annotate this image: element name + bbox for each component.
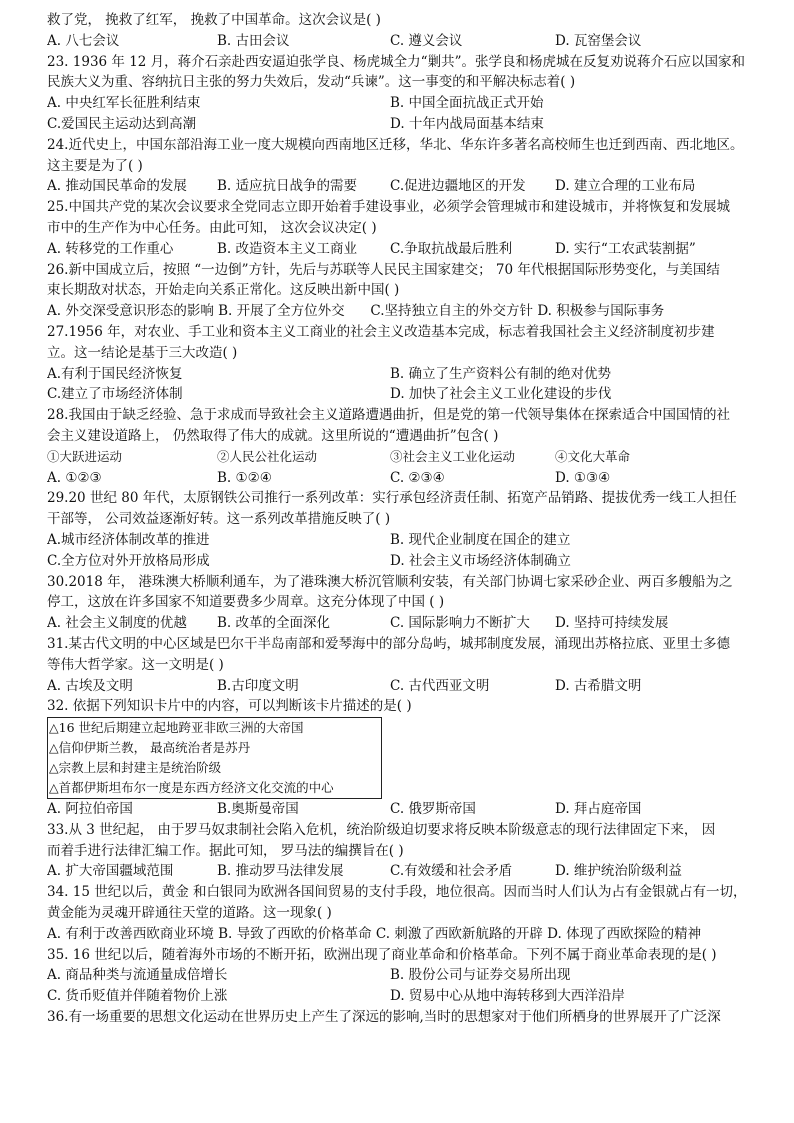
statement-3: ③社会主义工业化运动 [390,448,516,464]
question-23-options-row-1 [47,93,754,114]
option-a[interactable]: A. 推动国民革命的发展 [47,178,187,195]
question-30-stem-line-1: 30.2018 年， 港珠澳大桥顺利通车，为了港珠澳大桥沉管顺利安装，有关部门协调七家采砂企业、两百多艘船为之 [47,573,733,590]
question-28-statements [47,447,754,468]
option-c[interactable]: C.促进边疆地区的开发 [390,178,526,195]
option-b[interactable]: B.奥斯曼帝国 [217,801,299,818]
question-23-options-row-2 [47,114,754,135]
option-d[interactable]: D. 实行“工农武装割据” [555,240,696,257]
option-a[interactable]: A. ①②③ [47,469,102,486]
option-c[interactable]: C.有效缓和社会矛盾 [390,863,513,880]
question-24-stem-line-1: 24.近代史上，中国东部沿海工业一度大规模向西南地区迁移，华北、华东许多著名高校师生也迁到西南、西北地区。 [47,136,744,153]
question-26-stem-line-1: 26.新中国成立后，按照 “一边倒”方针，先后与苏联等人民民主国家建交； 70 年代根据国际形势变化，与美国结 [47,261,720,278]
question-33-options [47,861,754,882]
question-27-stem-line-1: 27.1956 年，对农业、手工业和资本主义工商业的社会主义改造基本完成，标志着我国社会主义经济制度初步建 [47,323,715,340]
option-d[interactable]: D. 积极参与国际事务 [537,303,665,320]
question-25-stem-line-2: 市中的生产作为中心任务。由此可知， 这次会议决定( ) [47,219,377,236]
option-d[interactable]: D. 十年内战局面基本结束 [390,115,544,132]
question-35-stem: 35. 16 世纪以后，随着海外市场的不断开拓，欧洲出现了商业革命和价格革命。下列不属于商业革命表现的是( ) [47,946,717,963]
option-d[interactable]: D. 社会主义市场经济体制确立 [390,552,571,569]
question-26-options [47,301,754,322]
option-b[interactable]: B. 改革的全面深化 [217,615,331,632]
option-d[interactable]: D. ①③④ [555,469,611,486]
option-a[interactable]: A.城市经济体制改革的推进 [47,531,210,548]
option-c[interactable]: C. 俄罗斯帝国 [390,801,476,818]
option-b[interactable]: B. 股份公司与证券交易所出现 [390,967,571,984]
option-c[interactable]: C. 古代西亚文明 [390,677,490,694]
question-25-options [47,239,754,260]
option-b[interactable]: B. 适应抗日战争的需要 [217,178,358,195]
question-31-options [47,676,754,697]
question-27-options-row-1 [47,364,754,385]
question-29-options-row-2 [47,551,754,572]
option-a[interactable]: A. 阿拉伯帝国 [47,801,133,818]
option-b[interactable]: B. 开展了全方位外交 [218,303,345,320]
question-28-stem-line-1: 28.我国由于缺乏经验、急于求成而导致社会主义道路遭遇曲折，但是党的第一代领导集体在探索适合中国国情的社 [47,407,730,424]
question-32-options [47,799,754,820]
option-b[interactable]: B. 改造资本主义工商业 [217,240,358,257]
question-34-stem-line-1: 34. 15 世纪以后，黄金 和白银同为欧洲各国间贸易的支付手段，地位很高。因而当时人们认为占有金银就占有一切， [47,884,747,901]
option-a[interactable]: A. 古埃及文明 [47,677,133,694]
question-23-stem-line-1: 23. 1936 年 12 月，蒋介石亲赴西安逼迫张学良、杨虎城全力“剿共”。张学良和杨虎城在反复劝说蒋介石应以国家和 [47,53,745,70]
question-34-stem-line-2: 黄金能为灵魂开辟通往天堂的道路。这一现象( ) [47,905,332,922]
option-b[interactable]: B. ①②④ [217,469,272,486]
knowledge-card [47,717,382,799]
question-29-stem-line-2: 干部等， 公司效益逐渐好转。这一系列改革措施反映了( ) [47,511,391,528]
question-23-stem-line-2: 民族大义为重、容纳抗日主张的努力失效后，发动“兵谏”。这一事变的和平解决标志着( ) [47,74,576,91]
statement-2: ②人民公社化运动 [217,448,318,464]
option-c[interactable]: C.争取抗战最后胜利 [390,240,513,257]
option-d[interactable]: D. 贸易中心从地中海转移到大西洋沿岸 [390,988,625,1005]
question-22-options [47,31,754,52]
question-24-options [47,176,754,197]
option-b[interactable]: B. 现代企业制度在国企的建立 [390,531,571,548]
option-b[interactable]: B.古印度文明 [217,677,299,694]
option-c[interactable]: C.建立了市场经济体制 [47,386,183,403]
option-c[interactable]: C.坚持独立自主的外交方针 [370,303,534,320]
option-c[interactable]: C. ②③④ [390,469,445,486]
question-24-stem-line-2: 这主要是为了( ) [47,157,143,174]
option-a[interactable]: A. 八七会议 [47,32,120,49]
question-36-stem: 36.有一场重要的思想文化运动在世界历史上产生了深远的影响,当时的思想家对于他们所栖身的世界展开了广泛深 [47,1009,721,1026]
question-27-options-row-2 [47,384,754,405]
question-25-stem-line-1: 25.中国共产党的某次会议要求全党同志立即开始着手建设事业，必须学会管理城市和建设城市，并将恢复和发展城 [47,199,730,216]
statement-1: ①大跃进运动 [47,448,123,464]
option-a[interactable]: A. 扩大帝国疆域范围 [47,863,174,880]
card-item-4: △首都伊斯坦布尔一度是东西方经济文化交流的中心 [49,780,334,796]
option-b[interactable]: B. 确立了生产资料公有制的绝对优势 [390,365,612,382]
question-29-options-row-1 [47,530,754,551]
question-33-stem-line-1: 33.从 3 世纪起， 由于罗马奴隶制社会陷入危机，统治阶级迫切要求将反映本阶级意志的现行法律固定下来， 因 [47,821,716,838]
option-c[interactable]: C. 遵义会议 [390,32,463,49]
question-28-options [47,468,754,489]
question-35-options-row-2 [47,986,754,1007]
option-a[interactable]: A. 社会主义制度的优越 [47,615,187,632]
option-a[interactable]: A. 外交深受意识形态的影响 [47,303,214,320]
option-d[interactable]: D. 古希腊文明 [555,677,642,694]
question-26-stem-line-2: 束长期敌对状态，开始走向关系正常化。这反映出新中国( ) [47,282,400,299]
card-item-1: △16 世纪后期建立起地跨亚非欧三洲的大帝国 [49,720,304,736]
option-c[interactable]: C.爱国民主运动达到高潮 [47,115,197,132]
option-d[interactable]: D. 拜占庭帝国 [555,801,642,818]
question-30-options [47,613,754,634]
option-b[interactable]: B. 古田会议 [217,32,290,49]
option-a[interactable]: A. 中央红军长征胜利结束 [47,95,201,112]
statement-4: ④文化大革命 [555,448,631,464]
question-30-stem-line-2: 停工，这放在许多国家不知道要费多少周章。这充分体现了中国 ( ) [47,594,445,611]
question-29-stem-line-1: 29.20 世纪 80 年代，太原钢铁公司推行一系列改革：实行承包经济责任制、拓宽产品销路、提拔优秀一线工人担任 [47,490,737,507]
question-34-options[interactable]: A. 有利于改善西欧商业环境 B. 导致了西欧的价格革命 C. 刺激了西欧新航路的开辟 D. 体现了西欧探险的精神 [47,925,702,942]
question-31-stem-line-2: 等伟大哲学家。这一文明是( ) [47,656,224,673]
option-b[interactable]: B. 推动罗马法律发展 [217,863,344,880]
question-22-tail: 救了党， 挽救了红军， 挽救了中国革命。这次会议是( ) [47,12,381,28]
card-item-2: △信仰伊斯兰教， 最高统治者是苏丹 [49,740,251,756]
option-d[interactable]: D. 维护统治阶级利益 [555,863,682,880]
option-a[interactable]: A. 商品种类与流通量成倍增长 [47,967,228,984]
question-27-stem-line-2: 立。这一结论是基于三大改造( ) [47,344,238,361]
option-d[interactable]: D. 加快了社会主义工业化建设的步伐 [390,386,612,403]
option-a[interactable]: A.有利于国民经济恢复 [47,365,183,382]
option-b[interactable]: B. 中国全面抗战正式开始 [390,95,544,112]
question-32-stem: 32. 依据下列知识卡片中的内容，可以判断该卡片描述的是( ) [47,698,412,715]
question-28-stem-line-2: 会主义建设道路上， 仍然取得了伟大的成就。这里所说的“遭遇曲折”包含( ) [47,427,499,444]
question-33-stem-line-2: 而着手进行法律汇编工作。据此可知， 罗马法的编撰旨在( ) [47,842,404,859]
question-35-options-row-1 [47,965,754,986]
option-c[interactable]: C. 货币贬值并伴随着物价上涨 [47,988,228,1005]
option-d[interactable]: D. 坚持可持续发展 [555,615,669,632]
option-a[interactable]: A. 转移党的工作重心 [47,240,174,257]
option-c[interactable]: C.全方位对外开放格局形成 [47,552,210,569]
option-c[interactable]: C. 国际影响力不断扩大 [390,615,530,632]
card-item-3: △宗教上层和封建主是统治阶级 [49,760,222,776]
question-31-stem-line-1: 31.某古代文明的中心区域是巴尔干半岛南部和爱琴海中的部分岛屿，城邦制度发展，涌现出苏格拉底、亚里士多德 [47,635,730,652]
option-d[interactable]: D. 建立合理的工业布局 [555,178,696,195]
option-d[interactable]: D. 瓦窑堡会议 [555,32,642,49]
